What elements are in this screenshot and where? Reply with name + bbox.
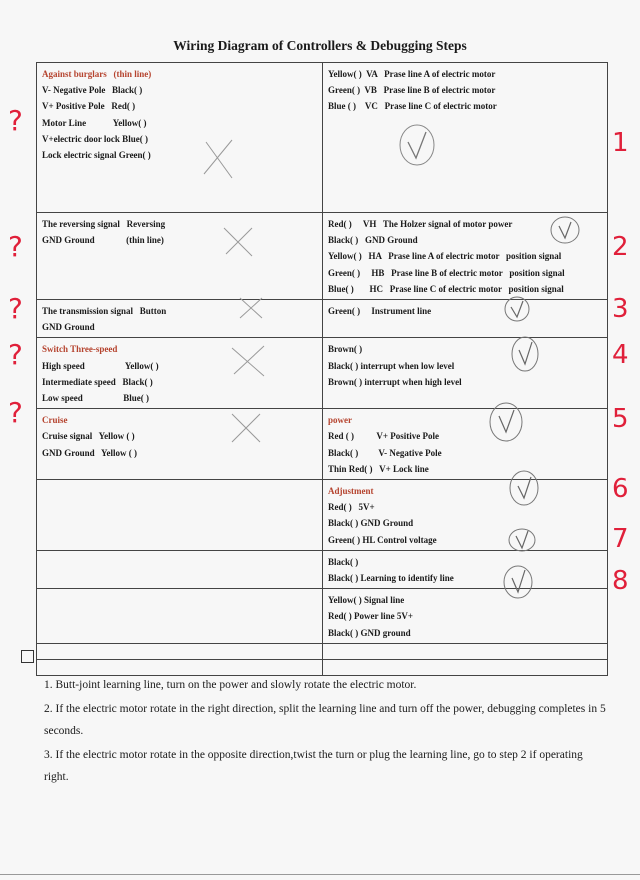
left-cell <box>37 589 323 644</box>
wire-entry: GND Ground Yellow ( ) <box>42 447 138 458</box>
wire-entry: Cruise signal Yellow ( ) <box>42 431 135 442</box>
step-1: 1. Butt-joint learning line, turn on the power and slowly rotate the electric motor. <box>44 679 417 691</box>
table-row <box>37 63 608 213</box>
row-number-2: 2 <box>612 232 629 262</box>
wire-entry: V+ Positive Pole Red( ) <box>42 101 136 112</box>
table-row <box>37 643 608 659</box>
section-heading: Cruise <box>42 415 68 426</box>
wire-entry: Red( ) 5V+ <box>328 502 375 513</box>
right-cell <box>323 63 608 213</box>
debugging-steps <box>44 674 610 788</box>
left-cell <box>37 213 323 300</box>
handwritten-check-icon <box>502 293 532 323</box>
wire-entry: Green( ) HB Prase line B of electric motor position signal <box>328 267 565 278</box>
wire-entry: Black( ) <box>328 556 359 567</box>
left-cell <box>37 63 323 213</box>
question-mark-5: ? <box>8 396 23 429</box>
right-cell <box>323 300 608 338</box>
wire-entry: Black( ) V- Negative Pole <box>328 447 442 458</box>
table-row <box>37 659 608 675</box>
wire-entry: Green( ) HL Control voltage <box>328 534 437 545</box>
handwritten-check-icon <box>394 120 444 170</box>
wire-entry: High speed Yellow( ) <box>42 360 159 371</box>
wire-entry: Black( ) GND ground <box>328 627 411 638</box>
handwritten-cross-icon <box>198 134 238 184</box>
wire-entry: Motor Line Yellow( ) <box>42 117 147 128</box>
handwritten-check-icon <box>486 400 526 444</box>
wire-entry: Red ( ) V+ Positive Pole <box>328 431 439 442</box>
handwritten-check-icon <box>548 214 582 248</box>
handwritten-cross-icon <box>226 408 266 448</box>
handwritten-check-icon <box>506 526 538 556</box>
question-mark-4: ? <box>8 338 23 371</box>
wire-entry: V+electric door lock Blue( ) <box>42 133 148 144</box>
step-2: 2. If the electric motor rotate in the right direction, split the learning line and turn off the power, debugging completes in 5 seconds. <box>44 703 606 737</box>
row-number-6: 6 <box>612 474 629 504</box>
wire-entry: GND Ground (thin line) <box>42 235 164 246</box>
wire-entry: Low speed Blue( ) <box>42 393 150 404</box>
left-cell <box>37 300 323 338</box>
left-cell <box>37 550 323 588</box>
right-cell <box>323 589 608 644</box>
question-mark-3: ? <box>8 292 23 325</box>
handwritten-cross-icon <box>226 340 270 380</box>
wire-entry: Black( ) interrupt when low level <box>328 360 455 371</box>
wire-entry: Black( ) GND Ground <box>328 518 414 529</box>
section-heading: Switch Three-speed <box>42 344 118 355</box>
row-number-8: 8 <box>612 566 629 596</box>
right-cell <box>323 643 608 659</box>
wire-entry: Yellow( ) VA Prase line A of electric motor <box>328 69 496 79</box>
table-row <box>37 213 608 300</box>
wire-entry: Brown( ) interrupt when high level <box>328 376 462 387</box>
right-cell <box>323 409 608 480</box>
wire-entry: Thin Red( ) V+ Lock line <box>328 463 429 474</box>
wire-entry: The transmission signal Button <box>42 306 167 317</box>
wire-entry: Black( ) GND Ground <box>328 235 418 246</box>
section-heading: Against burglars (thin line) <box>42 69 152 79</box>
row-number-1: 1 <box>612 128 629 158</box>
question-mark-2: ? <box>8 230 23 263</box>
wire-entry: Yellow( ) Signal line <box>328 595 405 606</box>
section-heading: power <box>328 415 352 426</box>
wire-entry: Lock electric signal Green( ) <box>42 150 151 161</box>
right-cell <box>323 480 608 551</box>
row-number-4: 4 <box>612 340 629 370</box>
wire-entry: Blue( ) HC Prase line C of electric motor position signal <box>328 283 564 294</box>
handwritten-check-icon <box>508 334 542 374</box>
wire-entry: Brown( ) <box>328 344 363 355</box>
row-number-5: 5 <box>612 404 629 434</box>
section-heading: Adjustment <box>328 486 374 497</box>
wire-entry: Red( ) Power line 5V+ <box>328 611 413 622</box>
wire-entry: The reversing signal Reversing <box>42 219 166 229</box>
left-cell <box>37 338 323 409</box>
question-mark-1: ? <box>8 104 23 137</box>
wire-entry: Green( ) VB Prase line B of electric motor <box>328 85 496 96</box>
right-cell <box>323 550 608 588</box>
handwritten-cross-icon <box>218 222 258 262</box>
bottom-divider <box>0 874 640 875</box>
right-cell <box>323 338 608 409</box>
left-cell <box>37 643 323 659</box>
handwritten-check-icon <box>500 562 536 602</box>
checkbox[interactable] <box>21 650 34 663</box>
wire-entry: GND Ground <box>42 322 95 333</box>
right-cell <box>323 659 608 675</box>
page-title: Wiring Diagram of Controllers & Debugging Steps <box>173 38 467 53</box>
step-3: 3. If the electric motor rotate in the opposite direction,twist the turn or plug the learning line, go to step 2 if operating right. <box>44 749 583 783</box>
wire-entry: Black( ) Learning to identify line <box>328 573 454 584</box>
row-number-7: 7 <box>612 524 629 554</box>
wire-entry: Green( ) Instrument line <box>328 306 432 317</box>
handwritten-cross-icon <box>236 294 266 322</box>
wire-entry: Yellow( ) HA Prase line A of electric motor position signal <box>328 251 562 262</box>
row-number-3: 3 <box>612 294 629 324</box>
handwritten-check-icon <box>506 468 542 508</box>
wire-entry: Red( ) VH The Holzer signal of motor power <box>328 219 513 229</box>
left-cell <box>37 480 323 551</box>
wire-entry: Intermediate speed Black( ) <box>42 376 153 387</box>
left-cell <box>37 409 323 480</box>
left-cell <box>37 659 323 675</box>
wire-entry: V- Negative Pole Black( ) <box>42 85 143 96</box>
wire-entry: Blue ( ) VC Prase line C of electric motor <box>328 101 497 112</box>
